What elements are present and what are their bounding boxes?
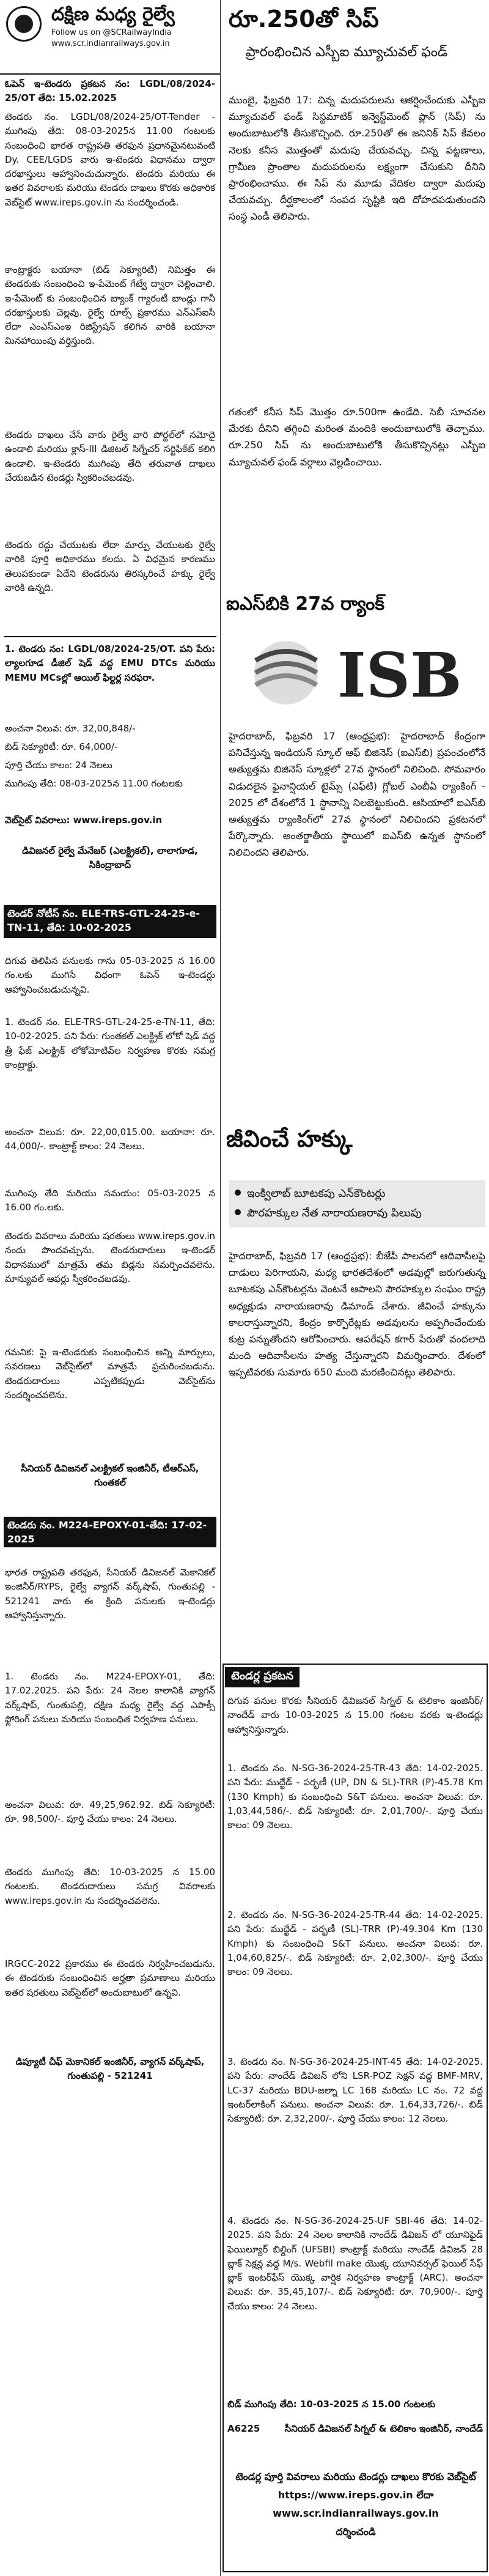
tender2-block-6: గమనిక: పై ఇ-టెండరుకు సంబంధించిన అన్ని మార్పులు, సవరణలు వెబ్‌సైట్‌లో మాత్రమే ప్రచురించబడును. టెండరుదారులు ఎప్పటికప్పుడు వెబ్‌సైట్‌ను సందర్శించవలెను.	[5, 1347, 215, 1401]
signature-2: సీనియర్ డివిజనల్ ఎలక్ట్రికల్ ఇంజినీర్, టీఆర్ఎస్, గుంతకల్	[21, 1463, 199, 1489]
tender1-period: పూర్తి చేయు కాలం: 24 నెలలు	[5, 760, 112, 771]
tender-block-3: టెండరు దాఖలు చేసే వారు రైల్వే వారి పోర్టల్‌లో నమోదై ఉండాలి మరియు క్లాస్-III డిజిటల్ సిగ్నేచర్ సర్టిఫికేట్ కలిగి ఉండాలి. ఇ-టెండరు ముగింపు తేది తరువాత దాఖలు చేయబడిన టెండర్లు స్వీకరించబడవు.	[5, 429, 215, 483]
divider	[4, 636, 216, 637]
tender-box-header: టెండర్ల ప్రకటన	[225, 1667, 300, 1687]
rights-headline: జీవించే హక్కు	[226, 1125, 353, 1152]
tender3-header: టెండరు నం. M224-EPOXY-01-తేది: 17-02-2025	[4, 1517, 216, 1547]
isb-logo-text: ISB	[337, 639, 462, 711]
sip-body-2: గతంలో కనీస సిప్ మొత్తం రూ.500గా ఉండేది. సెబీ సూచనల మేరకు దీనిని తగ్గించి మరింత మందికి అందుబాటులోకి తెచ్చాము. రూ.250 సిప్ ను అందుబాటులోకి తీసుకొచ్చినట్లు ఎస్బీఐ మ్యూచువల్ ఫండ్ వర్గాలు వెల్లడించాయి.	[229, 406, 485, 468]
tender-box-url-tail: దర్శించండి	[336, 2526, 376, 2537]
isb-body: హైదరాబాద్, ఫిబ్రవరి 17 (ఆంధ్రప్రభ): హైదరాబాద్ కేంద్రంగా పనిచేస్తున్న ఇండియన్ స్కూల్ ఆఫ్ బిజినెస్ (ఐఎస్‌బి) ప్రపంచంలోనే అత్యుత్తమ బిజినెస్ స్కూళ్లలో 27వ స్థానంలో నిలిచింది. సోమవారం విడుదలైన ఫైనాన్షియల్ టైమ్స్ (ఎఫ్‌టి) గ్లోబల్ ఎంబీఏ ర్యాంకింగ్ - 2025 లో దేశంలోనే 1 స్థానాన్ని నిలబెట్టుకుంది. ఆసియాలో ఐఎస్‌బి అత్యుత్తమ ర్యాంకింగ్‌లో 27వ స్థానంలో నిలిచిందని ప్రకటనలో పేర్కొన్నారు. అంతర్జాతీయ స్థాయిలో ఐఎస్‌బి ఉన్నత స్థానంలో నిలిచిందని తెలిపారు.	[229, 730, 485, 859]
tender-box-item-4: 4. టెండరు నం. N-SG-36-2024-25-UF SBI-46 తేది: 14-02-2025. పని పేరు: 24 నెలల కాలానికి నాందేడ్ డివిజన్ లో యూనిఫైడ్ ఫెయిల్యూర్ బిల్డింగ్ (UFSBI) కాంట్రాక్ట్ మరియు నాందేడ్ డివిజన్ 28 బ్లాక్ సెక్షన్ల వద్ద M/s. Webfil make యొక్క యూనివర్సల్ ఫెయిల్ సేఫ్ బ్లాక్ ఇంటర్‌ఫేస్ యొక్క వార్షిక నిర్వహణ కాంట్రాక్ట్ (ARC). అంచనా విలువ: రూ. 35,45,107/-. బిడ్ సెక్యూరిటీ: రూ. 70,900/-. పూర్తి చేయు కాలం: 24 నెలలు.	[227, 2215, 483, 2312]
sip-body-1: ముంబై, ఫిబ్రవరి 17: చిన్న మదుపరులను ఆకర్షించేందుకు ఎస్బీఐ మ్యూచువల్ ఫండ్ సిస్టమాటిక్ ఇన్వెస్ట్‌మెంట్ ప్లాన్ (సిప్) ను అందుబాటులోకి తీసుకొచ్చింది. రూ.250తో ఈ జనినిక్ సిప్ కేవలం నెలకు కనీస మొత్తంతో మదుపు చేయవచ్చు. చిన్న పట్టణాలు, గ్రామీణ ప్రాంతాల మదుపరులను లక్ష్యంగా చేసుకుని దీనిని ప్రారంభించాము. ఈ సిప్ ను మూడు వేదికల ద్వారా మదుపు చేయవచ్చు. దీర్ఘకాలంలో సంపద సృష్టికి ఇది దోహదపడుతుందని సంస్థ ఎండీ తెలిపారు.	[229, 94, 485, 223]
bullet-item: పౌరహక్కుల నేత నారాయణరావు పిలుపు	[235, 1204, 479, 1223]
tender-header-line: ఓపెన్ ఇ-టెండరు ప్రకటన నం: LGDL/08/2024-25/OT తేది: 15.02.2025	[5, 78, 215, 104]
isb-logo-icon	[243, 636, 329, 709]
tender-block-4: టెండరు రద్దు చేయుటకు లేదా మార్పు చేయుటకు రైల్వే వారికి పూర్తి అధికారము కలదు. ఏ విధమైన కారణము తెలుపకుండా ఏదేని టెండరును తిరస్కరించే హక్కు రైల్వే వారికి ఉన్నది.	[5, 539, 215, 593]
tender-box-code: A6225	[227, 2423, 260, 2434]
tender-box-intro: దిగువ పనుల కొరకు సీనియర్ డివిజనల్ సిగ్నల్ & టెలికాం ఇంజినీర్/నాందేడ్ వారు 10-03-2025 న 15.00 గంటల వరకు ఇ-టెండర్లు ఆహ్వానిస్తున్నారు.	[227, 1695, 483, 1735]
tender-box-note: టెండర్ల పూర్తి వివరాలు మరియు టెండర్లు దాఖలు కొరకు వెబ్‌సైట్	[235, 2471, 476, 2482]
tender3-block-4: టెండరు ముగింపు తేది: 10-03-2025 న 15.00 గంటలకు. టెండరుదారులు సమగ్ర వివరాలకు www.ireps.gov.in ను సందర్శించవలెను.	[5, 1867, 215, 1906]
tender2-header: టెండర్ నోటీస్ నం. ELE-TRS-GTL-24-25-e-TN-11, తేది: 10-02-2025	[4, 905, 216, 938]
tender-block-2: కాంట్రాక్టరు బయానా (బిడ్ సెక్యూరిటీ) నిమిత్తం ఈ టెండరుకు సంబంధించి ఇ-పేమెంట్ గేట్వే ద్వారా చెల్లించాలి. ఇ-పేమెంట్ కు సంబంధించిన బ్యాంక్ గ్యారంటీ బాండ్లు గానీ దరఖాస్తులకు చెల్లవు. రైల్వే రూల్స్ ప్రకారము ఎన్‌ఎస్‌ఐసీ లేదా ఎంఎస్‌ఎంఇ రిజిస్ట్రేషన్ కలిగిన వారికి బయానా మినహాయింపు వర్తిస్తుంది.	[5, 264, 215, 347]
signature-1: డివిజనల్ రైల్వే మేనేజర్ (ఎలక్ట్రికల్), లాలాగూడ, సికింద్రాబాద్	[22, 845, 198, 871]
rights-bullets	[229, 1180, 485, 1227]
rights-body: హైదరాబాద్, ఫిబ్రవరి 17 (ఆంధ్రప్రభ): బీజేపీ పాలనలో ఆదివాసీలపై దాడులు పెరిగాయని, మధ్య భారతదేశంలో అడవుల్లో జరుగుతున్న బూటకపు ఎన్‌కౌంటర్లను వెంటనే ఆపాలని పౌరహక్కుల సంఘం రాష్ట్ర అధ్యక్షుడు నారాయణరావు డిమాండ్ చేశారు. జీవించే హక్కును కాలరాస్తున్నారని, కేంద్రం కార్పొరేట్లకు అడవులను అప్పగించేందుకు కుట్ర పన్నుతోందని ఆరోపించారు. ఆపరేషన్ కగార్ పేరుతో వందలాది మంది ఆదివాసీలను హత్య చేస్తున్నారని విమర్శించారు. దేశంలో ఇప్పటివరకు సుమారు 650 మంది మరణించినట్లు తెలిపారు.	[229, 1250, 485, 1379]
tender-box-item-3: 3. టెండరు నం. N-SG-36-2024-25-INT-45 తేది: 14-02-2025. పని పేరు: నాందేడ్ డివిజన్ లోని LSR-POZ సెక్షన్ వద్ద BMF-MRV, LC-37 మరియు BDU-జల్నా LC 168 మరియు LC నం. 72 వద్ద ఇంటర్‌లాకింగ్ పనులు. అంచనా విలువ: రూ. 1,64,33,726/-. బిడ్ సెక్యూరిటీ: రూ. 2,32,200/-. పూర్తి చేయు కాలం: 12 నెలలు.	[227, 2056, 483, 2124]
tender2-block-3: అంచనా విలువ: రూ. 22,00,015.00. బయానా: రూ. 44,000/-. కాంట్రాక్ట్ కాలం: 24 నెలలు.	[5, 1127, 215, 1152]
tender3-block-5: IRGCC-2022 ప్రకారము ఈ టెండరు నిర్వహించబడును. ఈ టెండరుకు సంబంధించిన అర్హతా ప్రమాణాలు మరియు ఇతర షరతులు వెబ్‌సైట్‌లో అందుబాటులో ఉన్నవి.	[5, 1958, 215, 1998]
signature-3: డిప్యూటీ చీఫ్ మెకానికల్ ఇంజినీర్, వ్యాగన్ వర్క్‌షాప్, గుంతుపల్లి - 521241	[15, 2056, 205, 2082]
tender1-emd: బిడ్ సెక్యూరిటీ: రూ. 64,000/-	[5, 741, 118, 752]
tender-box-item-2: 2. టెండరు నం. N-SG-36-2024-25-TR-44 తేది: 14-02-2025. పని పేరు: ముద్ఖేడ్ - పర్భణీ (SL)-TRR (P)-49.304 Km (130 Kmph) కు సంబంధించి S&T పనులు. అంచనా విలువ: రూ. 1,04,60,825/-. బిడ్ సెక్యూరిటీ: రూ. 2,02,300/-. పూర్తి చేయు కాలం: 09 నెలలు.	[227, 1909, 483, 1977]
tender-box-item-1: 1. టెండరు నం. N-SG-36-2024-25-TR-43 తేది: 14-02-2025. పని పేరు: ముద్ఖేడ్ - పర్భణీ (UP, DN & SL)-TRR (P)-45.78 Km (130 Kmph) కు సంబంధించి S&T పనులు. అంచనా విలువ: రూ. 1,03,44,586/-. బిడ్ సెక్యూరిటీ: రూ. 2,01,700/-. పూర్తి చేయు కాలం: 09 నెలలు.	[227, 1763, 483, 1830]
bullet-icon	[235, 1209, 241, 1215]
sip-subhead: ప్రారంభించిన ఎస్బీఐ మ్యూచువల్ ఫండ్	[246, 45, 448, 60]
railway-header	[0, 0, 220, 75]
sip-headline: రూ.250తో సిప్	[229, 6, 379, 32]
follow-line: Follow us on @SCRailwayIndia	[51, 28, 172, 37]
tender1-no: 1. టెండరు నం: LGDL/08/2024-25/OT. పని పేరు: ల్యాలగూడ డీజిల్ షెడ్ వద్ద EMU DTCs మరియు MEMU MCsల్లో ఆయిల్ ఫిల్టర్ల సరఫరా.	[5, 643, 215, 683]
tender3-block-2: 1. టెండరు నం. M224-EPOXY-01, తేది: 17.02.2025. పని పేరు: 24 నెలల కాలానికి వ్యాగన్ వర్క్‌షాప్, గుంతుపల్లి, దక్షిణ మధ్య రైల్వే వద్ద ఎపాక్సీ ఫ్లోరింగ్ పనులు మరియు సంబంధిత నిర్వహణ పనులు.	[5, 1671, 215, 1725]
website-info: వెబ్‌సైట్ వివరాలు: www.ireps.gov.in	[5, 815, 163, 826]
tender-block-1: టెండరు నం. LGDL/08/2024-25/OT-Tender - ముగింపు తేది: 08-03-2025న 11.00 గంటలకు సంబంధించి భారత రాష్ట్రపతి తరఫున ప్రధానమైనటువంటి Dy. CEE/LGDS వారు ఇ-టెండరు విధానము ద్వారా దరఖాస్తులు ఆహ్వానించుచున్నారు. టెండరు మరియు ఈ ఇతర వివరాలకు మరియు టెండరు దాఖలు కొరకు అధికారిక వెబ్‌సైట్ www.ireps.gov.in ను సందర్శించండి.	[5, 111, 215, 208]
railway-title: దక్షిణ మధ్య రైల్వే	[51, 4, 175, 25]
right-column	[221, 0, 489, 2576]
tender1-close: ముగింపు తేది: 08-03-2025న 11.00 గంటలకు	[5, 778, 183, 789]
tender3-block-1: భారత రాష్ట్రపతి తరఫున, సీనియర్ డివిజనల్ మెకానికల్ ఇంజినీర్/RYPS, రైల్వే వ్యాగన్ వర్క్‌షాప్, గుంతుపల్లి - 521241 వారు ఈ క్రింది పనులకు ఇ-టెండర్లు ఆహ్వానిస్తున్నారు.	[5, 1567, 215, 1621]
tender3-block-3: అంచనా విలువ: రూ. 49,25,962.92. బిడ్ సెక్యూరిటీ: రూ. 98,500/-. పూర్తి చేయు కాలం: 24 నెలలు.	[5, 1799, 215, 1825]
website-line: www.scr.indianrailways.gov.in	[51, 39, 170, 48]
railway-logo-icon	[6, 6, 42, 42]
tender2-block-2: 1. టెండర్ నం. ELE-TRS-GTL-24-25-e-TN-11, తేది: 10-02-2025. పని పేరు: గుంతకల్ ఎలక్ట్రిక్ లోకో షెడ్ వద్ద త్రీ ఫేజ్ ఎలక్ట్రిక్ లోకోమోటివ్‌ల నిర్వహణ కొరకు సమగ్ర కాంట్రాక్టు.	[5, 1016, 215, 1070]
tender-box-url1[interactable]: https://www.ireps.gov.in లేదా	[278, 2489, 434, 2501]
isb-headline: ఐఎస్‌బికి 27వ ర్యాంక్	[226, 593, 385, 615]
tender2-block-1: దిగువ తెలిపిన పనులకు గాను 05-03-2025 న 16.00 గం.లకు ముగిసే విధంగా ఓపెన్ ఇ-టెండర్లు ఆహ్వానించబడుచున్నవి.	[5, 955, 215, 995]
tender-box-close: బిడ్ ముగింపు తేది: 10-03-2025 న 15.00 గంటలకు	[227, 2399, 436, 2410]
tender-box-url2[interactable]: www.scr.indianrailways.gov.in	[273, 2508, 439, 2519]
bullet-icon	[235, 1190, 241, 1196]
left-column	[0, 0, 221, 2576]
bullet-item: ఇంక్విలాబ్ బూటకపు ఎన్‌కౌంటర్లు	[235, 1184, 479, 1204]
tender1-value: అంచనా విలువ: రూ. 32,00,848/-	[5, 723, 136, 734]
tender2-block-4: ముగింపు తేది మరియు సమయం: 05-03-2025 న 16.00 గం.లకు.	[5, 1188, 215, 1213]
tender-box-signature: సీనియర్ డివిజనల్ సిగ్నల్ & టెలికాం ఇంజినీర్, నాందేడ్	[284, 2423, 483, 2434]
tender2-block-5: టెండరు వివరాలు మరియు షరతులు www.ireps.gov.in నందు పొందవచ్చును. టెండరుదారులు ఇ-టెండర్ విధానములో మాత్రమే తమ బిడ్లను సమర్పించవలెను. మాన్యువల్ ఆఫర్లు స్వీకరించబడవు.	[5, 1231, 215, 1284]
